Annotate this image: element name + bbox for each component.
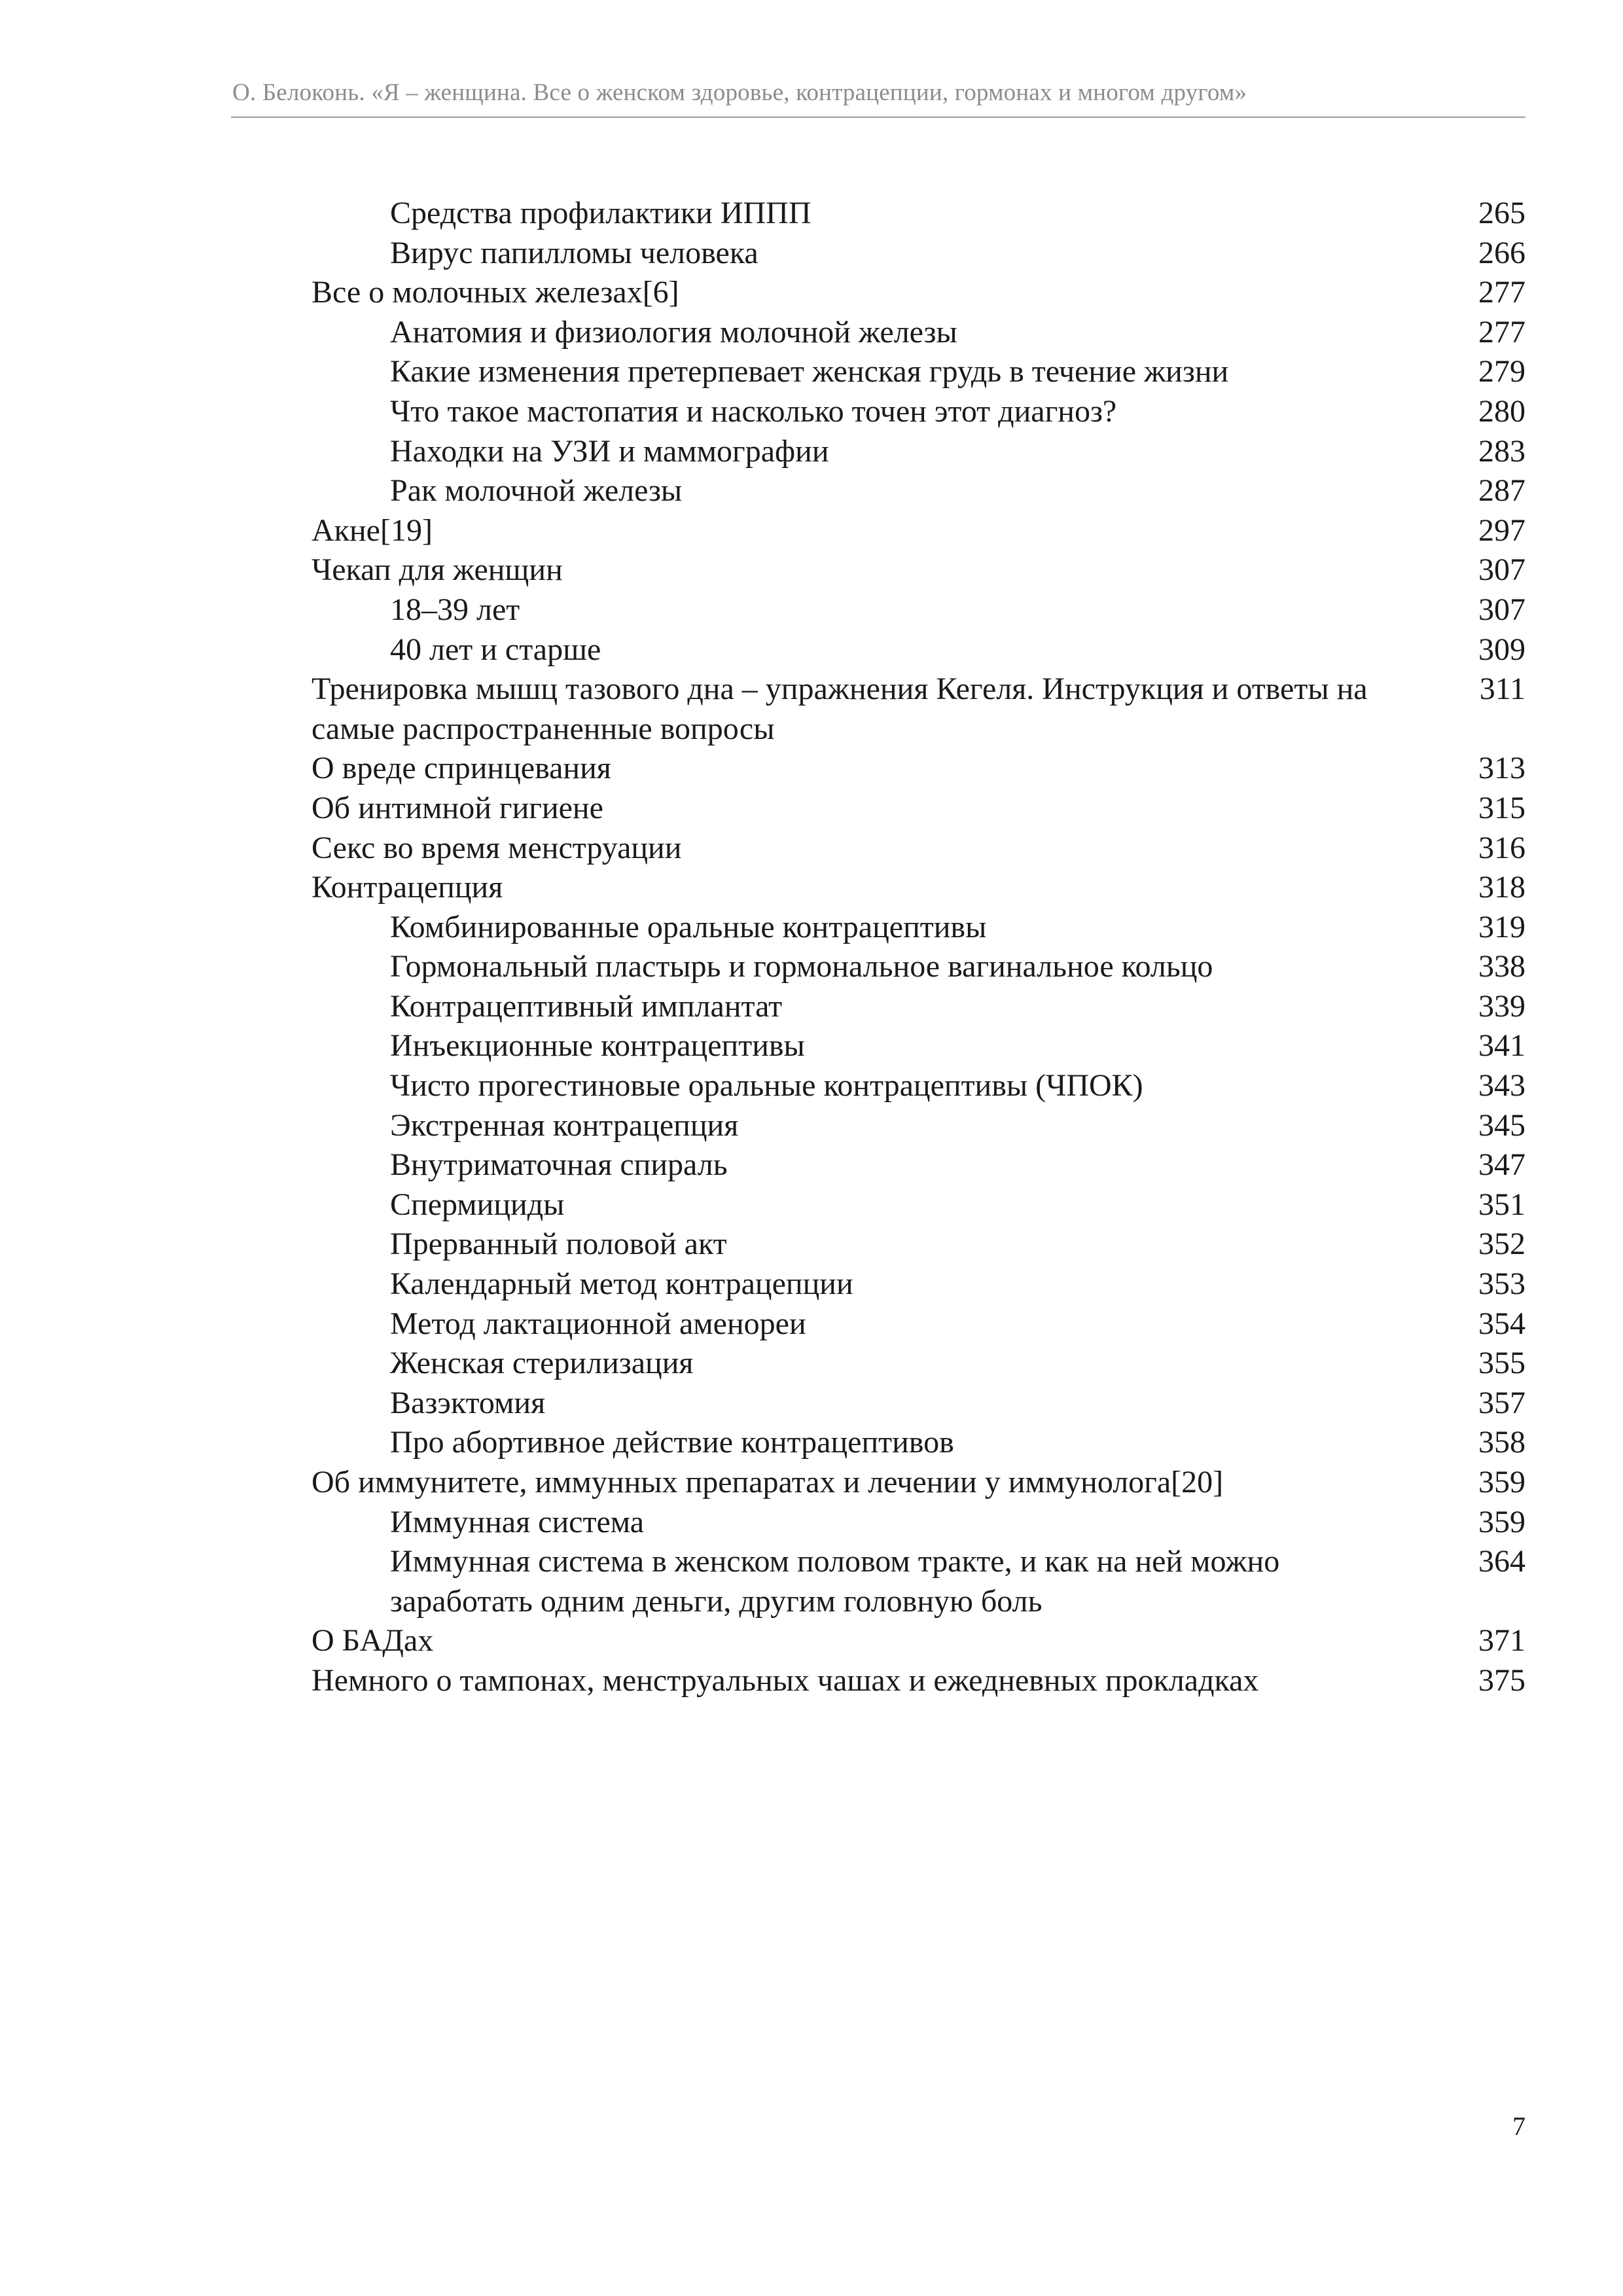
table-of-contents (312, 194, 1525, 1701)
toc-entry-title: Об иммунитете, иммунных препаратах и лечении у иммунолога[20] (312, 1465, 1224, 1499)
toc-entry-page: 341 (1478, 1028, 1525, 1064)
toc-entry-page: 358 (1478, 1425, 1525, 1460)
toc-entry[interactable] (312, 550, 1525, 590)
toc-entry[interactable] (312, 1344, 1525, 1384)
toc-entry-title: Об интимной гигиене (312, 790, 603, 825)
toc-entry-page: 354 (1478, 1306, 1525, 1341)
toc-entry[interactable] (312, 987, 1525, 1027)
toc-entry[interactable] (312, 908, 1525, 948)
toc-entry-title: Контрацепция (312, 870, 503, 905)
toc-entry-title: Вирус папилломы человека (390, 235, 758, 270)
toc-entry[interactable] (312, 1661, 1525, 1701)
toc-entry-page: 359 (1478, 1504, 1525, 1539)
toc-entry-title: Находки на УЗИ и маммографии (390, 433, 829, 469)
toc-entry[interactable] (312, 1066, 1525, 1106)
toc-entry-page: 277 (1478, 314, 1525, 350)
toc-entry[interactable] (312, 1384, 1525, 1424)
toc-entry-page: 307 (1478, 552, 1525, 588)
toc-entry-page: 343 (1478, 1068, 1525, 1103)
toc-entry-page: 277 (1478, 275, 1525, 310)
toc-entry-title: Средства профилактики ИППП (390, 196, 812, 230)
toc-entry-page: 355 (1478, 1346, 1525, 1381)
toc-entry-page: 364 (1478, 1544, 1525, 1579)
toc-entry-title: Спермициды (390, 1187, 565, 1222)
toc-entry[interactable] (312, 868, 1525, 908)
toc-entry-title: Календарный метод контрацепции (390, 1266, 853, 1302)
toc-entry-title: Чекап для женщин (312, 552, 563, 588)
toc-entry[interactable] (312, 1621, 1525, 1661)
toc-entry[interactable] (312, 392, 1525, 432)
toc-entry-title: Иммунная система в женском половом тракте, и как на ней можно заработать одним деньги, другим головную боль (390, 1544, 1280, 1619)
toc-entry-title: Иммунная система (390, 1504, 645, 1539)
toc-entry-page: 265 (1478, 196, 1525, 230)
toc-entry[interactable] (312, 1503, 1525, 1543)
toc-entry-page: 266 (1478, 235, 1525, 270)
toc-entry-page: 319 (1478, 909, 1525, 944)
toc-entry[interactable] (312, 1265, 1525, 1304)
toc-entry[interactable] (312, 590, 1525, 630)
toc-entry-title: Рак молочной железы (390, 473, 683, 509)
toc-entry-page: 316 (1478, 830, 1525, 865)
toc-entry-title: Про абортивное действие контрацептивов (390, 1425, 954, 1460)
toc-entry-page: 279 (1478, 354, 1525, 389)
toc-entry-title: О вреде спринцевания (312, 751, 611, 786)
toc-entry-page: 352 (1478, 1227, 1525, 1262)
toc-entry[interactable] (312, 194, 1525, 234)
toc-entry-page: 353 (1478, 1266, 1525, 1302)
toc-entry[interactable] (312, 352, 1525, 392)
toc-entry-title: Немного о тампонах, менструальных чашах и ежедневных прокладках (312, 1662, 1259, 1698)
toc-entry-title: Гормональный пластырь и гормональное вагинальное кольцо (390, 949, 1213, 984)
toc-entry-title: Чисто прогестиновые оральные контрацептивы (ЧПОК) (390, 1068, 1143, 1103)
toc-entry-title: Инъекционные контрацептивы (390, 1028, 805, 1064)
toc-entry-page: 311 (1479, 672, 1525, 707)
toc-entry-title: Секс во время менструации (312, 830, 682, 865)
toc-entry-title: Все о молочных железах[6] (312, 275, 679, 310)
toc-entry-page: 351 (1478, 1187, 1525, 1222)
toc-entry-page: 307 (1478, 592, 1525, 627)
toc-entry-page: 359 (1478, 1465, 1525, 1499)
toc-entry-page: 318 (1478, 870, 1525, 905)
toc-entry-page: 283 (1478, 433, 1525, 469)
toc-entry-title: Экстренная контрацепция (390, 1107, 739, 1143)
toc-entry-page: 315 (1478, 790, 1525, 825)
toc-entry-page: 287 (1478, 473, 1525, 509)
toc-entry[interactable] (312, 1145, 1525, 1185)
toc-entry-page: 313 (1478, 751, 1525, 786)
toc-entry[interactable] (312, 1542, 1525, 1621)
toc-entry-page: 371 (1478, 1623, 1525, 1659)
toc-entry-title: О БАДах (312, 1623, 434, 1659)
toc-entry-page: 309 (1478, 632, 1525, 667)
toc-entry-page: 338 (1478, 949, 1525, 984)
toc-entry-page: 280 (1478, 393, 1525, 429)
toc-entry-title: Метод лактационной аменореи (390, 1306, 806, 1341)
toc-entry-title: Какие изменения претерпевает женская грудь в течение жизни (390, 354, 1229, 389)
toc-entry[interactable] (312, 789, 1525, 829)
toc-entry-page: 375 (1478, 1662, 1525, 1698)
toc-entry-page: 347 (1478, 1147, 1525, 1183)
toc-entry[interactable] (312, 1463, 1525, 1503)
toc-entry-page: 345 (1478, 1107, 1525, 1143)
toc-entry-title: 40 лет и старше (390, 632, 601, 667)
toc-entry-title: Внутриматочная спираль (390, 1147, 728, 1183)
toc-entry-title: Женская стерилизация (390, 1346, 694, 1381)
toc-entry[interactable] (312, 1304, 1525, 1344)
toc-entry[interactable] (312, 829, 1525, 869)
toc-entry[interactable] (312, 1423, 1525, 1463)
toc-entry[interactable] (312, 630, 1525, 670)
toc-entry-title: 18–39 лет (390, 592, 520, 627)
toc-entry-page: 339 (1478, 988, 1525, 1024)
toc-entry-title: Тренировка мышц тазового дна – упражнения Кегеля. Инструкция и ответы на самые распространенные вопросы (312, 672, 1368, 746)
toc-entry[interactable] (312, 749, 1525, 789)
running-header (231, 71, 1525, 118)
toc-entry-title: Вазэктомия (390, 1385, 546, 1420)
toc-entry[interactable] (312, 234, 1525, 274)
toc-entry[interactable] (312, 1225, 1525, 1265)
toc-entry[interactable] (312, 1026, 1525, 1066)
toc-entry[interactable] (312, 670, 1525, 749)
toc-entry[interactable] (312, 1106, 1525, 1146)
page-number: 7 (1512, 2111, 1525, 2141)
toc-entry-title: Контрацептивный имплантат (390, 988, 783, 1024)
toc-entry[interactable] (312, 313, 1525, 353)
toc-entry[interactable] (312, 471, 1525, 511)
toc-entry[interactable] (312, 432, 1525, 472)
toc-entry-title: Комбинированные оральные контрацептивы (390, 909, 987, 944)
toc-entry[interactable] (312, 511, 1525, 551)
toc-entry-page: 297 (1478, 512, 1525, 548)
toc-entry-title: Анатомия и физиология молочной железы (390, 314, 957, 350)
toc-entry-title: Что такое мастопатия и насколько точен этот диагноз? (390, 393, 1117, 429)
toc-entry-title: Прерванный половой акт (390, 1227, 727, 1262)
toc-entry[interactable] (312, 947, 1525, 987)
toc-entry-page: 357 (1478, 1385, 1525, 1420)
toc-entry-title: Акне[19] (312, 512, 433, 548)
toc-entry[interactable] (312, 273, 1525, 313)
toc-entry[interactable] (312, 1185, 1525, 1225)
running-header-text: О. Белоконь. «Я – женщина. Все о женском здоровье, контрацепции, гормонах и многом другом» (232, 79, 1247, 106)
